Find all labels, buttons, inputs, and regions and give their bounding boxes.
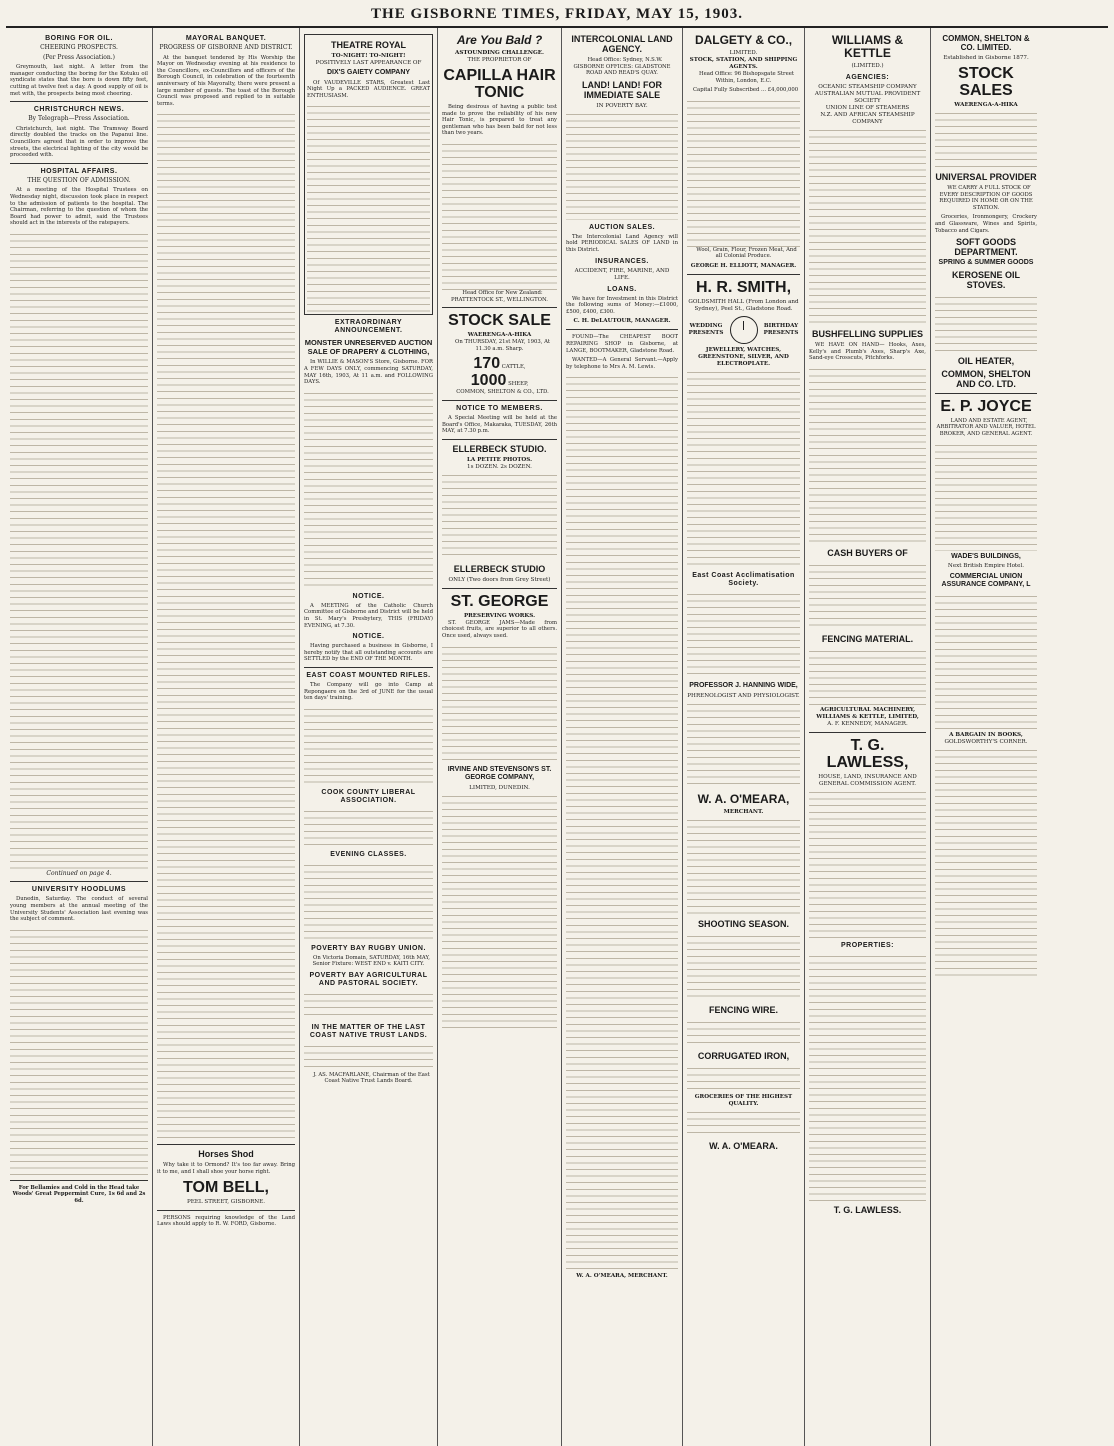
bushfelling-text: WE HAVE ON HAND— Hooks, Axes, Kelly's and Plumb's Axes, Sharp's Axe, Sand-eye Crosscuts, Pitchforks. xyxy=(809,342,926,362)
dalgety-manager: GEORGE H. ELLIOTT, MANAGER. xyxy=(690,262,797,269)
wade-location: Next British Empire Hotel. xyxy=(947,563,1025,570)
horses-shod-title: Horses Shod xyxy=(198,1149,254,1160)
ellerbeck-title-2: ELLERBECK STUDIO xyxy=(453,563,546,574)
cook-county-body xyxy=(304,807,433,847)
fencing-material-body xyxy=(809,647,926,707)
stock-sales-title: STOCK SALES xyxy=(958,65,1014,99)
notice-1-title: NOTICE. xyxy=(352,592,385,600)
found-ad: FOUND—The CHEAPEST BOOT REPAIRING SHOP in Gisborne, at LANGE, BOOTMAKER, Gladstone Road. xyxy=(566,334,678,354)
stock-sale-date: On THURSDAY, 21st MAY, 1903, At 11.30 a.m. Sharp. xyxy=(455,339,550,352)
stock-sales-place: WAERENGA-A-HIKA xyxy=(954,102,1018,108)
cash-buyers-body xyxy=(809,561,926,631)
insurances-title: INSURANCES. xyxy=(595,257,649,265)
theatre-subhead: POSITIVELY LAST APPEARANCE OF xyxy=(315,60,422,66)
dalgety-capital: Capital Fully Subscribed ... £4,000,000 xyxy=(693,87,799,94)
dalgety-body xyxy=(687,97,800,247)
banquet-article: At the banquet tendered by His Worship the Mayor on Wednesday evening at his residence to the Councillors, ex-Councillors and officers of the Borough Council, in celebration of the fourteenth anniversary of his Mayoralty, there were present a large number of guests. The toast of the Borough Council was proposed and replied to in suitable terms. xyxy=(157,54,295,107)
hospital-article: At a meeting of the Hospital Trustees on Wednesday night, discussion took place in respect to the admission of patients to the hospital. The Chairman, referring to the question of whom the Board had power to admit, said the Trustees should act in the interests of the ratepayers. xyxy=(10,187,148,227)
theatre-text: Of VAUDEVILLE STARS, Greatest Last Night Up a PACKED AUDIENCE. GREAT ENTHUSIASM. xyxy=(307,79,430,99)
capilla-agent: Head Office for New Zealand: PRATTENTOCK ST., WELLINGTON. xyxy=(451,289,548,303)
oil-heater: OIL HEATER, xyxy=(957,355,1015,366)
petite-photos: LA PETITE PHOTOS. xyxy=(466,456,533,463)
st-george-title: ST. GEORGE xyxy=(450,592,549,610)
capilla-text: Being desirous of having a public test made to prove the reliability of his new Hair Tonic, is prepared to treat any gentleman who has been bald for not less than two years. xyxy=(442,104,557,137)
agricultural-machinery: AGRICULTURAL MACHINERY, xyxy=(819,706,916,713)
sale-announcement: EXTRAORDINARY ANNOUNCEMENT. xyxy=(334,319,403,335)
groceries: GROCERIES OF THE HIGHEST QUALITY. xyxy=(694,1093,793,1107)
evening-classes-title: EVENING CLASSES. xyxy=(330,850,407,858)
column-ads-8 xyxy=(931,28,1041,1446)
intercolonial-office: Head Office: Sydney, N.S.W. GISBORNE OFFICES: GLADSTONE ROAD AND READ'S QUAY. xyxy=(573,57,671,77)
omeara-body xyxy=(687,816,800,916)
column-ads-3 xyxy=(300,28,438,1446)
column-news-2 xyxy=(153,28,300,1446)
wade-buildings: WADE'S BUILDINGS, xyxy=(951,552,1021,560)
agricultural-body xyxy=(304,990,433,1020)
omeara-signature-2: W. A. O'MEARA. xyxy=(709,1140,778,1151)
agency-item: AUSTRALIAN MUTUAL PROVIDENT SOCIETY xyxy=(814,91,921,104)
kerosene-body xyxy=(935,293,1037,353)
evening-classes-body xyxy=(304,861,433,941)
soft-goods: SOFT GOODS DEPARTMENT. xyxy=(954,237,1018,258)
banquet-subhead: PROGRESS OF GISBORNE AND DISTRICT. xyxy=(159,44,293,51)
common-shelton-title: COMMON, SHELTON & CO. LIMITED. xyxy=(942,34,1030,52)
ellerbeck-title: ELLERBECK STUDIO. xyxy=(452,443,547,454)
properties-title: PROPERTIES: xyxy=(841,941,894,949)
lawless-signature: T. G. LAWLESS. xyxy=(833,1204,902,1215)
boring-press: (Per Press Association.) xyxy=(43,53,115,61)
boring-headline: BORING FOR OIL. xyxy=(45,35,113,42)
hospital-article-body xyxy=(10,230,148,870)
lawless-subhead: HOUSE, LAND, INSURANCE AND GENERAL COMMISSION AGENT. xyxy=(818,773,917,787)
loans-title: LOANS. xyxy=(607,285,637,293)
cattle-label: CATTLE, xyxy=(501,364,526,371)
trust-lands-signature: J. AS. MACFARLANE, Chairman of the East Coast Native Trust Lands Board. xyxy=(313,1071,430,1085)
corrugated-iron: CORRUGATED IRON, xyxy=(697,1050,790,1061)
common-shelton-2: COMMON, SHELTON AND CO. LTD. xyxy=(941,368,1031,389)
hospital-subhead: THE QUESTION OF ADMISSION. xyxy=(27,176,131,184)
fencing-material: FENCING MATERIAL. xyxy=(821,633,914,644)
commercial-union-body xyxy=(935,592,1037,732)
common-shelton-est: Established in Gisborne 1877. xyxy=(943,55,1029,61)
wedding-presents: WEDDING PRESENTS xyxy=(688,322,724,336)
rifles-text: The Company will go into Camp at Repongaere on the 3rd of JUNE for the usual ten days' training. xyxy=(304,681,433,702)
sale-text: In WILLIE & MASON'S Store, Gisborne. FOR A FEW DAYS ONLY, commencing SATURDAY, MAY 16th, 1903, At 11 a.m. and FOLLOWING DAYS. xyxy=(304,359,433,386)
columns xyxy=(6,28,1108,1446)
delautour-manager: C. H. DeLAUTOUR, MANAGER. xyxy=(573,318,671,325)
lawless-title: T. G. LAWLESS, xyxy=(826,736,909,771)
fencing-wire: FENCING WIRE. xyxy=(709,1004,778,1015)
auction-sales-text: The Intercolonial Land Agency will hold PERIODICAL SALES OF LAND in this District. xyxy=(566,233,678,253)
boring-article: Greymouth, last night. A letter from the manager conducting the boring for the Kotuku oil syndicate states that the bore is down fifty feet, cutting at twelve feet a day. A good supply of oil is met with, the prospects being most cheering. xyxy=(10,64,148,97)
rifles-body xyxy=(304,705,433,785)
irvine-subhead: LIMITED, DUNEDIN. xyxy=(469,784,530,791)
bushfelling-title: BUSHFELLING SUPPLIES xyxy=(811,329,923,339)
groceries-body xyxy=(687,1108,800,1138)
kerosene-stoves: KEROSENE OIL STOVES. xyxy=(951,269,1020,290)
agricultural-title: POVERTY BAY AGRICULTURAL AND PASTORAL SOCIETY. xyxy=(309,971,428,987)
column-ads-7 xyxy=(805,28,931,1446)
university-article-body xyxy=(10,926,148,1176)
birthday-presents: BIRTHDAY PRESENTS xyxy=(763,322,799,336)
horses-shod-text: Why take it to Ormond? It's too far away. Bring it to me, and I shall shoe your horse right. xyxy=(157,1162,295,1175)
column-ads-6 xyxy=(683,28,805,1446)
sheep-count: 1000 xyxy=(470,372,507,390)
st-george-subhead: PRESERVING WORKS. xyxy=(463,612,536,619)
stock-sales-body xyxy=(935,109,1037,169)
notice-1-text: A MEETING of the Catholic Church Committee of Gisborne and District will be held in St. Mary's Presbytery, THIS (FRIDAY) EVENING, at 7.30. xyxy=(304,602,433,629)
smith-title: H. R. SMITH, xyxy=(695,278,792,296)
auction-sales-title: AUCTION SALES. xyxy=(588,223,656,231)
christchurch-article: Christchurch, last night. The Tramway Board directly doubled the tracks on the Papanui line. Councillors agreed that in order to improve the streets, the electrical lighting of the city would be proceeded with. xyxy=(10,125,148,159)
acclimatisation-body xyxy=(687,590,800,680)
theatre-body xyxy=(307,102,430,312)
professor-title: PROFESSOR J. HANNING WIDE, xyxy=(689,681,798,689)
professor-body xyxy=(687,700,800,790)
notice-members-title: NOTICE TO MEMBERS. xyxy=(456,404,543,412)
irvine-title: IRVINE AND STEVENSON'S ST. GEORGE COMPANY, xyxy=(447,765,552,781)
agencies-more xyxy=(809,126,926,326)
commercial-union: COMMERCIAL UNION ASSURANCE COMPANY, L xyxy=(941,573,1031,589)
sale-body xyxy=(304,389,433,589)
acclimatisation-title: East Coast Acclimatisation Society. xyxy=(692,571,795,587)
stock-sale-title: STOCK SALE xyxy=(448,312,551,330)
irvine-body xyxy=(442,792,557,1032)
dalgety-agents: STOCK, STATION, AND SHIPPING AGENTS. xyxy=(689,57,798,70)
theatre-company: DIX'S GAIETY COMPANY xyxy=(326,69,411,76)
dalgety-produce: Wool, Grain, Flour, Frozen Meat, And all Colonial Produce. xyxy=(696,246,797,260)
omeara-merchant: MERCHANT. xyxy=(723,808,764,815)
theatre-tonight: TO-NIGHT! TO-NIGHT! xyxy=(331,53,406,59)
joyce-title: E. P. JOYCE xyxy=(940,397,1032,415)
banquet-article-body xyxy=(157,110,295,1140)
land-laws-ad: PERSONS requiring knowledge of the Land Laws should apply to R. W. FORD, Gisborne. xyxy=(157,1214,295,1228)
notice-2-title: NOTICE. xyxy=(352,633,385,641)
smith-subhead: GOLDSMITH HALL (From London and Sydney), Peel St., Gladstone Road. xyxy=(688,298,799,312)
agency-item: UNION LINE OF STEAMERS xyxy=(825,105,910,111)
bald-headline: Are You Bald ? xyxy=(456,33,543,47)
lawless-body xyxy=(809,788,926,938)
rugby-title: POVERTY BAY RUGBY UNION. xyxy=(311,944,426,952)
spring-summer: SPRING & SUMMER GOODS xyxy=(938,259,1034,267)
capilla-body xyxy=(442,140,557,290)
jewellery-text: JEWELLERY, WATCHES, GREENSTONE, SILVER, AND ELECTROPLATE. xyxy=(698,346,789,367)
trust-lands-body xyxy=(304,1042,433,1072)
cattle-count: 170 xyxy=(473,355,501,373)
properties-body xyxy=(809,952,926,1202)
sheep-label: SHEEP, xyxy=(508,381,529,388)
continued-note: Continued on page 4. xyxy=(46,869,112,877)
williams-signature: WILLIAMS & KETTLE, LIMITED, xyxy=(816,713,919,720)
st-george-body xyxy=(442,643,557,763)
trust-lands-title: IN THE MATTER OF THE LAST COAST NATIVE TRUST LANDS. xyxy=(309,1023,428,1039)
wanted-ad: WANTED—A General Servant.—Apply by telephone to Mrs A. M. Lewis. xyxy=(566,357,678,370)
cash-buyers: CASH BUYERS OF xyxy=(827,547,908,558)
agencies-list xyxy=(809,84,926,126)
iron-body xyxy=(687,1064,800,1094)
dalgety-office: Head Office: 96 Bishopsgate Street Within, London, E.C. xyxy=(699,71,794,84)
christchurch-headline: CHRISTCHURCH NEWS. xyxy=(33,106,125,114)
sale-headline: MONSTER UNRESERVED AUCTION SALE OF DRAPERY & CLOTHING, xyxy=(304,338,433,357)
universal-provider: UNIVERSAL PROVIDER xyxy=(935,172,1037,182)
goods-list: Groceries, Ironmongery, Crockery and Glassware, Wines and Spirits, Tobacco and Cigars. xyxy=(935,214,1037,234)
masthead: THE GISBORNE TIMES, FRIDAY, MAY 15, 1903. xyxy=(6,4,1108,28)
classified-ads xyxy=(566,373,678,1273)
christchurch-press: By Telegraph—Press Association. xyxy=(28,115,130,123)
theatre-title: THEATRE ROYAL xyxy=(330,40,406,50)
ellerbeck-body xyxy=(442,471,557,561)
stock-sale-signature: COMMON, SHELTON & CO., LTD. xyxy=(456,389,549,396)
joyce-body xyxy=(935,441,1037,551)
rifles-title: EAST COAST MOUNTED RIFLES. xyxy=(306,671,431,679)
notice-members-text: A Special Meeting will be held at the Board's Office, Makaraka, TUESDAY, 26th MAY, at 7.30 p.m. xyxy=(442,414,557,435)
agency-item: OCEANIC STEAMSHIP COMPANY xyxy=(818,84,917,90)
williams-manager: A. F. KENNEDY, MANAGER. xyxy=(827,720,908,727)
bald-subhead: ASTOUNDING CHALLENGE. xyxy=(454,50,545,56)
bargain-books: A BARGAIN IN BOOKS, xyxy=(949,732,1023,739)
intercolonial-title: INTERCOLONIAL LAND AGENCY. xyxy=(571,34,673,54)
dalgety-limited: LIMITED. xyxy=(729,50,758,56)
goldsworthy-corner: GOLDSWORTHY'S CORNER. xyxy=(944,739,1028,746)
hospital-headline: HOSPITAL AFFAIRS. xyxy=(40,167,118,175)
tom-bell-address: PEEL STREET, GISBORNE. xyxy=(186,1198,266,1205)
smith-body xyxy=(687,368,800,568)
joyce-subhead: LAND AND ESTATE AGENT, ARBITRATOR AND VALUER, HOTEL BROKER, AND GENERAL AGENT. xyxy=(936,417,1036,437)
omeara-signature: W. A. O'MEARA, MERCHANT. xyxy=(576,1273,668,1280)
agencies-title: AGENCIES: xyxy=(845,74,890,81)
cook-county-title: COOK COUNTY LIBERAL ASSOCIATION. xyxy=(321,788,416,804)
bushfelling-body xyxy=(809,365,926,545)
omeara-title: W. A. O'MEARA, xyxy=(697,791,790,806)
banquet-headline: MAYORAL BANQUET. xyxy=(185,35,267,42)
fencing-body xyxy=(687,1018,800,1048)
land-location: IN POVERTY BAY. xyxy=(596,102,648,109)
professor-subhead: PHRENOLOGIST AND PHYSIOLOGIST. xyxy=(687,692,800,699)
williams-kettle-title: WILLIAMS & KETTLE xyxy=(831,33,904,60)
agency-item: N.Z. AND AFRICAN STEAMSHIP COMPANY xyxy=(820,112,915,125)
clock-icon xyxy=(730,316,758,344)
peppermint-ad: For Bellamies and Cold in the Head take Woods' Great Peppermint Cure, 1s 6d and 2s 6d. xyxy=(12,1184,146,1205)
dalgety-title: DALGETY & CO., xyxy=(694,33,793,47)
loans-text: We have for Investment in this District the following sums of Money:—£1000, £500, £400, £300. xyxy=(566,295,678,315)
st-george-text: ST. GEORGE JAMS—Made from choicest fruits, are superior to all others. Once used, always used. xyxy=(442,619,557,639)
ellerbeck-location: ONLY (Two doors from Grey Street) xyxy=(448,576,551,583)
land-for-sale: LAND! LAND! FOR IMMEDIATE SALE xyxy=(582,79,662,100)
williams-kettle-limited: (LIMITED.) xyxy=(851,63,884,69)
insurances-types: ACCIDENT, FIRE, MARINE, AND LIFE. xyxy=(574,267,670,281)
rugby-text: On Victoria Domain, SATURDAY, 16th MAY, Senior Fixture: WEST END v. KAITI CITY. xyxy=(312,954,430,968)
small-ads xyxy=(935,746,1037,976)
column-ads-5 xyxy=(562,28,683,1446)
universal-text: WE CARRY A FULL STOCK OF EVERY DESCRIPTION OF GOODS REQUIRED IN HOME OR ON THE STATION. xyxy=(939,185,1033,211)
tom-bell-name: TOM BELL, xyxy=(183,1178,269,1196)
notice-2-text: Having purchased a business in Gisborne, I hereby notify that all outstanding accounts are SETTLED by the END OF THE MONTH. xyxy=(304,643,433,663)
column-news-1 xyxy=(6,28,153,1446)
column-ads-4 xyxy=(438,28,562,1446)
bald-proprietor: THE PROPRIETOR OF xyxy=(467,57,532,63)
boring-subhead: CHEERING PROSPECTS. xyxy=(40,44,118,51)
university-headline: UNIVERSITY HOODLUMS xyxy=(31,886,127,894)
land-table xyxy=(566,110,678,220)
petite-prices: 1s DOZEN. 2s DOZEN. xyxy=(467,463,532,470)
stock-sale-place: WAERENGA-A-HIKA xyxy=(467,332,532,339)
capilla-title: CAPILLA HAIR TONIC xyxy=(443,67,556,101)
shooting-season: SHOOTING SEASON. xyxy=(697,918,789,929)
university-article: Dunedin, Saturday. The conduct of several young members at the annual meeting of the University Students' Association last evening was the subject of comment. xyxy=(10,896,148,923)
shooting-body xyxy=(687,932,800,1002)
